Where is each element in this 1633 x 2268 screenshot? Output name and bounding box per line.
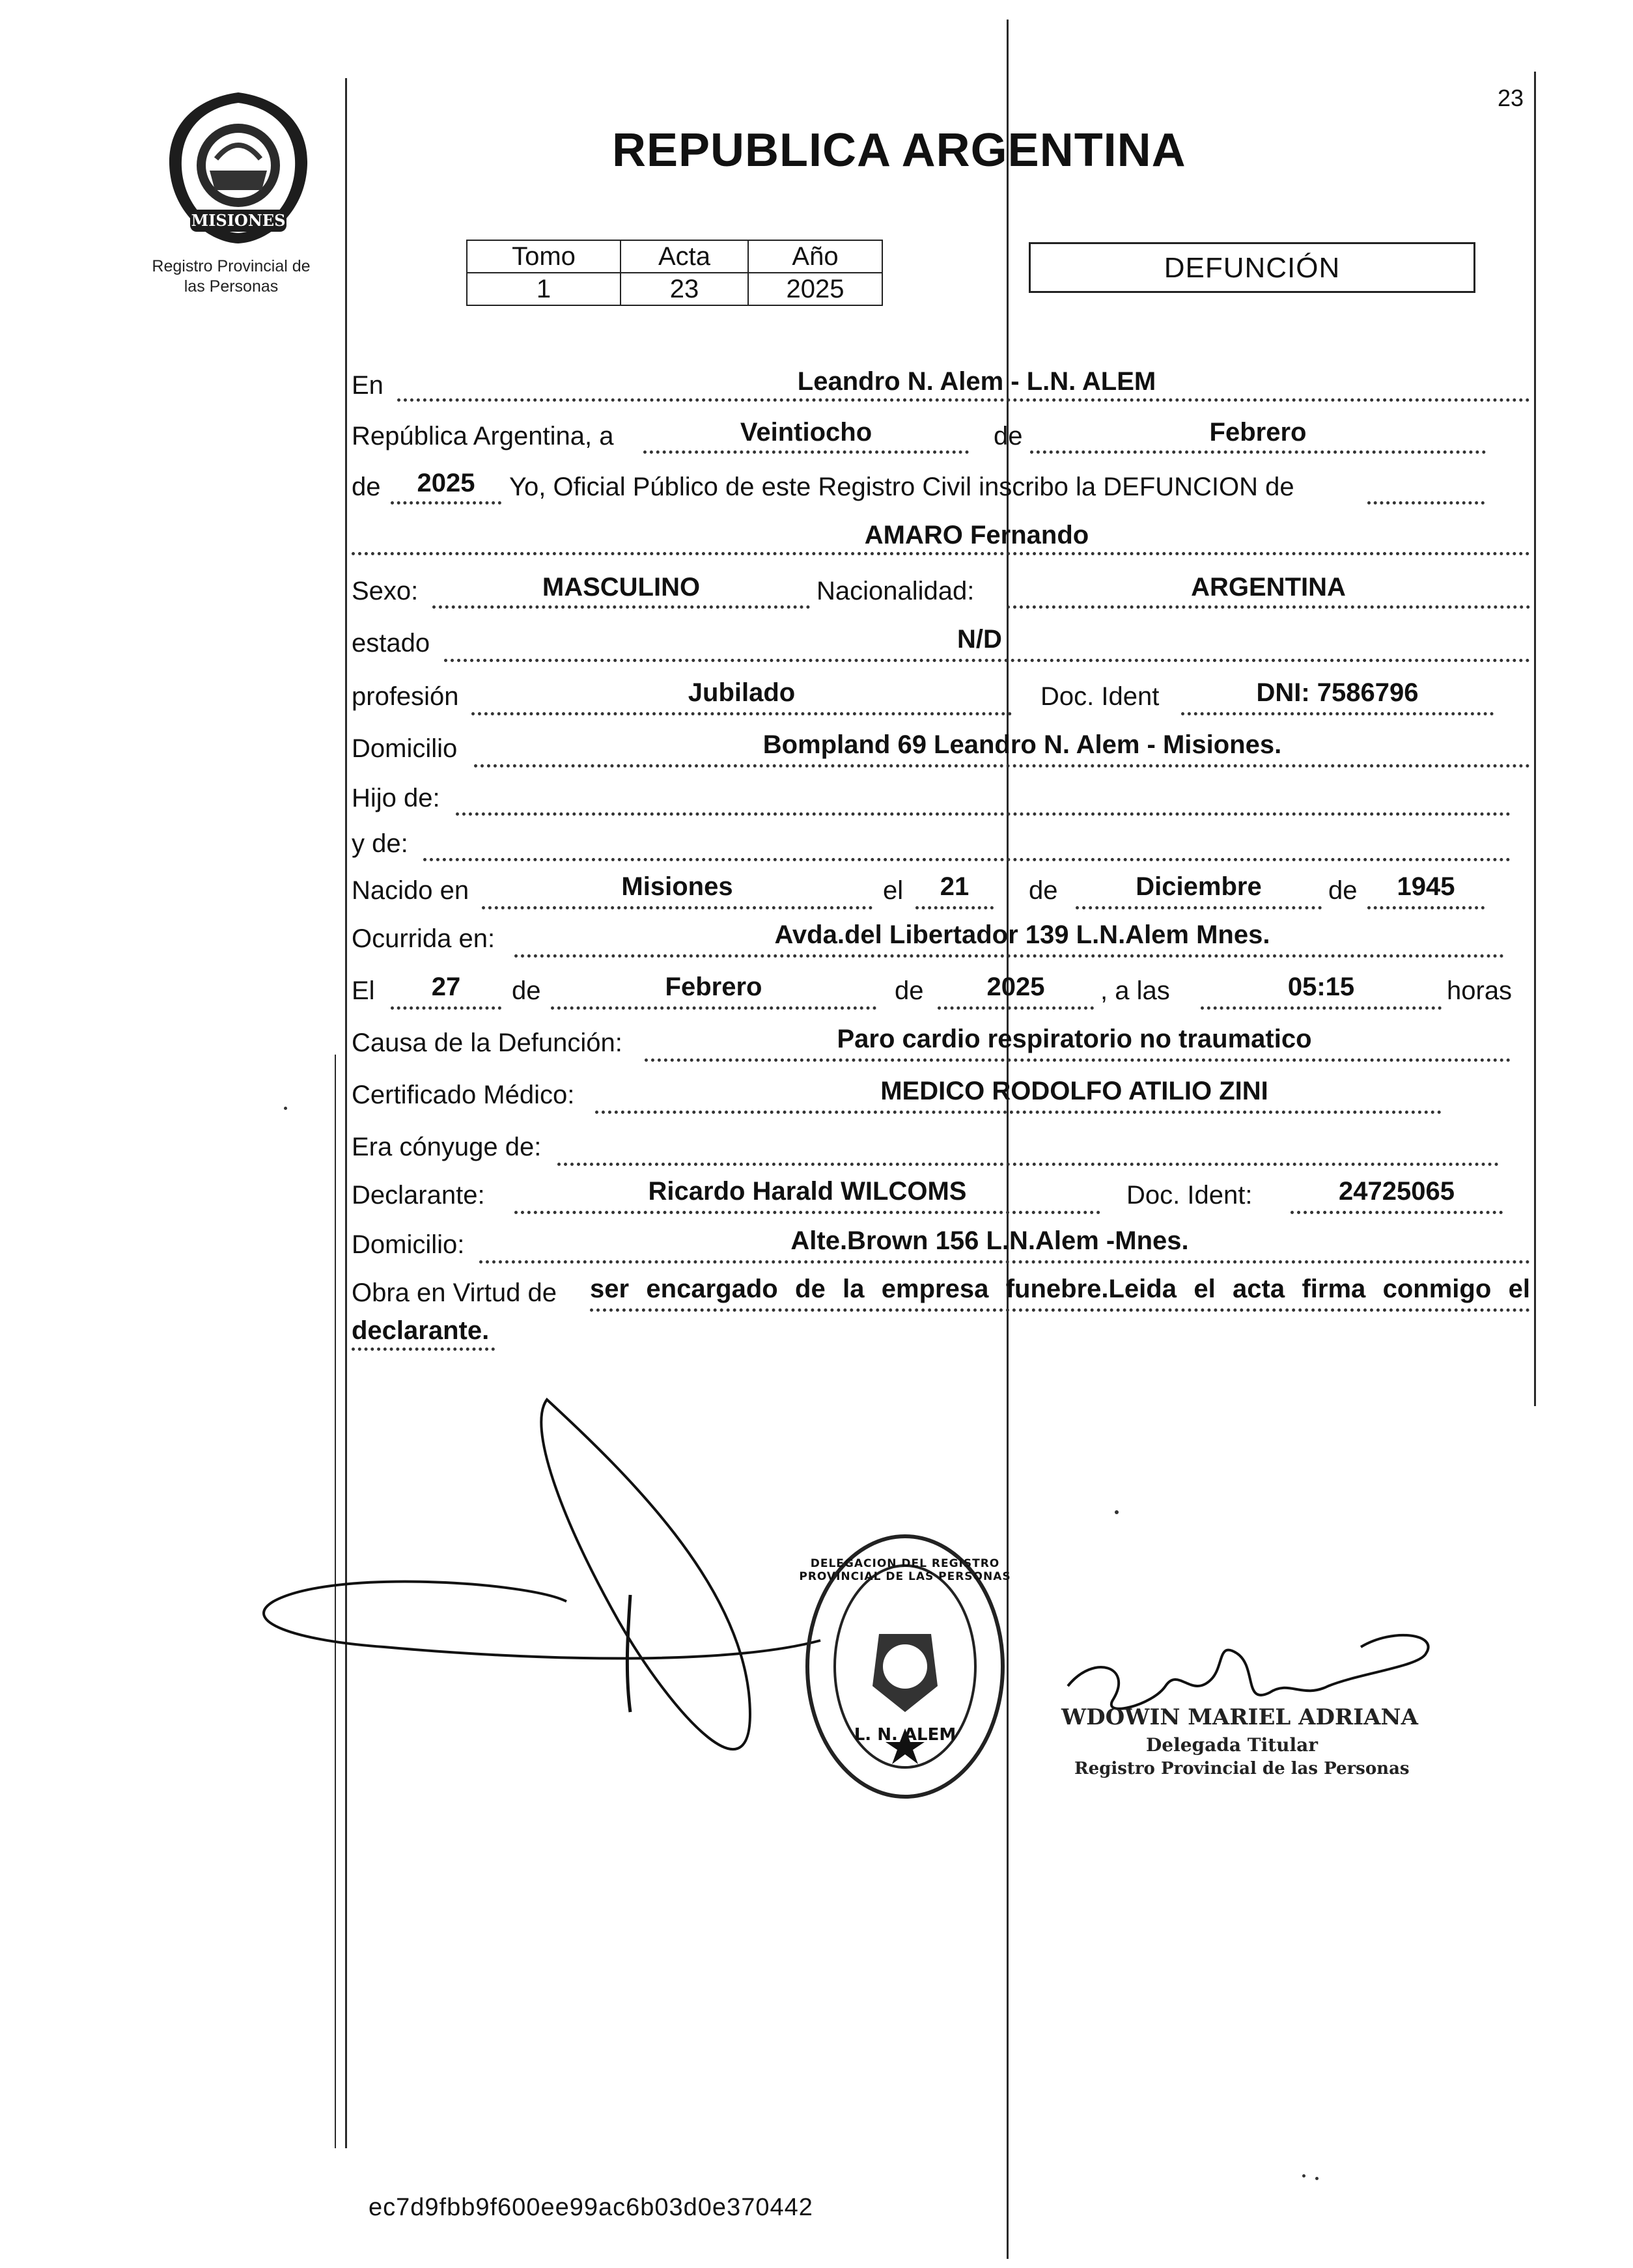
official-office: Registro Provincial de las Personas — [1074, 1759, 1410, 1778]
record-table-cell-tomo: 1 — [467, 273, 621, 305]
birth-day-value: 21 — [940, 872, 970, 901]
dotted-line — [1367, 501, 1485, 505]
year-value: 2025 — [417, 469, 475, 497]
label-de: de — [895, 976, 924, 1005]
declarant-address-value: Alte.Brown 156 L.N.Alem -Mnes. — [790, 1226, 1189, 1255]
logo-bottom-text: MISIONES — [191, 211, 286, 230]
dotted-line — [432, 605, 810, 609]
dotted-line — [456, 812, 1511, 816]
dotted-line — [551, 1006, 876, 1010]
label-domicilio-declarant: Domicilio: — [352, 1230, 465, 1259]
dotted-line — [514, 1211, 1100, 1214]
certificate-value: MEDICO RODOLFO ATILIO ZINI — [880, 1077, 1268, 1105]
day-words-value: Veintiocho — [740, 418, 872, 447]
label-y-de: y de: — [352, 829, 408, 858]
label-yo-oficial: Yo, Oficial Público de este Registro Civil inscribo la DEFUNCION de — [509, 473, 1294, 501]
scan-fold-line — [1007, 20, 1009, 2259]
provincial-coat-of-arms-logo — [151, 86, 326, 249]
place-value: Leandro N. Alem - L.N. ALEM — [797, 367, 1156, 396]
dotted-line — [444, 659, 1530, 662]
left-margin-line — [345, 78, 347, 2148]
dotted-line — [915, 906, 994, 909]
address-value: Bompland 69 Leandro N. Alem - Misiones. — [762, 730, 1282, 759]
declarant-signature — [254, 1387, 840, 1790]
label-doc-ident: Doc. Ident — [1040, 682, 1160, 711]
dotted-line — [1076, 906, 1322, 909]
official-stamp — [801, 1530, 1009, 1803]
label-obra-en-virtud: Obra en Virtud de — [352, 1279, 557, 1307]
label-de: de — [1328, 876, 1358, 905]
label-sexo: Sexo: — [352, 577, 419, 605]
dotted-line — [482, 906, 872, 909]
civil-status-value: N/D — [957, 625, 1002, 654]
label-el: El — [352, 976, 375, 1005]
page-title: REPUBLICA ARGENTINA — [612, 124, 1186, 176]
death-month-value: Febrero — [665, 973, 762, 1001]
label-de: de — [1029, 876, 1058, 905]
record-table-header: Año — [748, 240, 882, 273]
cause-value: Paro cardio respiratorio no traumatico — [837, 1025, 1312, 1053]
registry-caption — [124, 256, 339, 297]
official-name: WDOWIN MARIEL ADRIANA — [1061, 1704, 1418, 1730]
label-certificado: Certificado Médico: — [352, 1081, 575, 1109]
record-table-cell-acta: 23 — [621, 273, 748, 305]
scan-speck — [1315, 2177, 1319, 2180]
deceased-name-value: AMARO Fernando — [864, 521, 1089, 549]
birth-place-value: Misiones — [621, 872, 733, 901]
dotted-line — [423, 858, 1511, 861]
scan-speck — [1115, 1510, 1119, 1514]
dotted-line — [397, 398, 1530, 402]
record-table-header: Acta — [621, 240, 748, 273]
birth-year-value: 1945 — [1397, 872, 1455, 901]
dotted-line — [474, 764, 1530, 768]
dotted-line — [514, 954, 1504, 958]
dotted-line — [590, 1308, 1530, 1312]
dotted-line — [479, 1260, 1530, 1264]
label-horas: horas — [1447, 976, 1513, 1005]
declarant-doc-value: 24725065 — [1339, 1177, 1455, 1206]
label-estado: estado — [352, 629, 430, 657]
label-de: de — [994, 422, 1023, 450]
label-de: de — [512, 976, 541, 1005]
profession-value: Jubilado — [688, 678, 796, 707]
month-value: Febrero — [1209, 418, 1307, 447]
document-hash: ec7d9fbb9f600ee99ac6b03d0e370442 — [369, 2194, 813, 2221]
sex-value: MASCULINO — [542, 573, 701, 602]
label-ocurrida-en: Ocurrida en: — [352, 924, 495, 953]
dotted-line — [391, 1006, 501, 1010]
dotted-line — [643, 450, 969, 454]
dotted-line — [1201, 1006, 1442, 1010]
dotted-line — [1291, 1211, 1503, 1214]
death-place-value: Avda.del Libertador 139 L.N.Alem Mnes. — [774, 920, 1270, 949]
page-number: 23 — [1498, 85, 1524, 111]
death-time-value: 05:15 — [1287, 973, 1355, 1001]
dotted-line — [1030, 450, 1486, 454]
virtue-line2-value: declarante. — [352, 1316, 490, 1345]
label-declarante: Declarante: — [352, 1181, 485, 1210]
virtue-line1-value: ser encargado de la empresa funebre.Leida el acta firma conmigo el — [590, 1275, 1530, 1303]
label-el: el — [883, 876, 904, 905]
dotted-line — [352, 1348, 495, 1351]
record-table-cell-anio: 2025 — [748, 273, 882, 305]
record-table — [466, 240, 883, 306]
stamp-ring-text: DELEGACION DEL REGISTRO PROVINCIAL DE LAS PERSONAS — [799, 1557, 1011, 1583]
label-en: En — [352, 371, 384, 400]
dotted-line — [1367, 906, 1485, 909]
registry-caption-line1: Registro Provincial de — [152, 257, 311, 275]
death-year-value: 2025 — [986, 973, 1045, 1001]
label-a-las: , a las — [1100, 976, 1170, 1005]
document-value: DNI: 7586796 — [1256, 678, 1419, 707]
label-doc-ident-declarant: Doc. Ident: — [1126, 1181, 1253, 1210]
official-title: Delegada Titular — [1146, 1734, 1319, 1756]
right-margin-line — [1534, 72, 1536, 1406]
dotted-line — [1007, 605, 1530, 609]
dotted-line — [1181, 712, 1494, 715]
registry-caption-line2: las Personas — [184, 277, 279, 296]
scan-speck — [284, 1107, 287, 1110]
declarant-value: Ricardo Harald WILCOMS — [648, 1177, 967, 1206]
label-hijo-de: Hijo de: — [352, 784, 440, 812]
record-type-box: DEFUNCIÓN — [1029, 242, 1475, 293]
dotted-line — [938, 1006, 1094, 1010]
nationality-value: ARGENTINA — [1191, 573, 1346, 602]
label-nacido-en: Nacido en — [352, 876, 469, 905]
label-causa: Causa de la Defunción: — [352, 1029, 622, 1057]
record-table-header: Tomo — [467, 240, 621, 273]
dotted-line — [391, 501, 501, 505]
dotted-line — [352, 552, 1530, 555]
dotted-line — [645, 1058, 1511, 1062]
label-de: de — [352, 473, 381, 501]
label-conyuge: Era cónyuge de: — [352, 1133, 542, 1161]
dotted-line — [471, 712, 1012, 715]
label-domicilio: Domicilio — [352, 734, 458, 763]
scan-speck — [1302, 2174, 1305, 2178]
dotted-line — [595, 1111, 1442, 1114]
stamp-inner-text: L. N. ALEM — [854, 1725, 956, 1745]
death-day-value: 27 — [431, 973, 461, 1001]
birth-month-value: Diciembre — [1136, 872, 1262, 901]
dotted-line — [557, 1163, 1499, 1166]
label-republica: República Argentina, a — [352, 422, 614, 450]
label-profesion: profesión — [352, 682, 459, 711]
label-nacionalidad: Nacionalidad: — [816, 577, 975, 605]
